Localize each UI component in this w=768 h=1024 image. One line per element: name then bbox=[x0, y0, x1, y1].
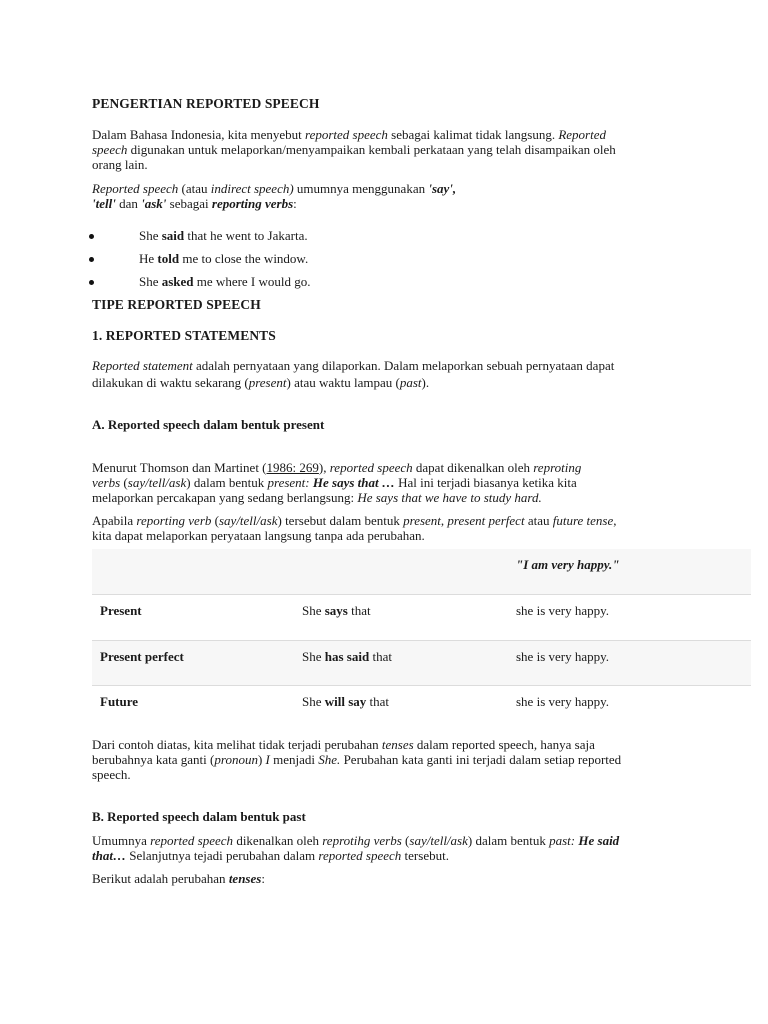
table-row bbox=[92, 595, 751, 640]
table-cell-tense: Future bbox=[100, 694, 139, 709]
list-item: He told me to close the window. bbox=[139, 251, 309, 266]
list-item: She said that he went to Jakarta. bbox=[139, 228, 308, 243]
thomson-paragraph: Menurut Thomson dan Martinet (1986: 269), reported speech dapat dikenalkan oleh reproting verbs (say/tell/ask) dalam bentuk present: He says that … Hal ini terjadi biasanya ketika kita melaporkan percakapan yang sedang berlangsung: He says that we have to study hard. bbox=[92, 460, 582, 505]
table-row bbox=[92, 686, 751, 726]
apabila-paragraph: Apabila reporting verb (say/tell/ask) tersebut dalam bentuk present, present perfect atau future tense, kita dapat melaporkan peryataan langsung tanpa ada perubahan. bbox=[92, 513, 617, 543]
table-cell-verb: She has said that bbox=[302, 649, 392, 664]
bullet-marker bbox=[89, 234, 94, 239]
intro-paragraph: Dalam Bahasa Indonesia, kita menyebut reported speech sebagai kalimat tidak langsung. Reported speech digunakan untuk melaporkan/menyampaikan kembali perkataan yang telah disampaikan oleh orang lain. bbox=[92, 127, 616, 172]
berikut-paragraph: Berikut adalah perubahan tenses: bbox=[92, 871, 265, 886]
table-row bbox=[92, 641, 751, 685]
list-item: She asked me where I would go. bbox=[139, 274, 311, 289]
page-title: PENGERTIAN REPORTED SPEECH bbox=[92, 96, 320, 111]
table-header-row bbox=[92, 549, 751, 594]
table-cell-result: she is very happy. bbox=[516, 603, 610, 618]
table-cell-result: she is very happy. bbox=[516, 694, 610, 709]
table-cell-verb: She will say that bbox=[302, 694, 390, 709]
table-cell-tense: Present perfect bbox=[100, 649, 184, 664]
statement-paragraph: Reported statement adalah pernyataan yang dilaporkan. Dalam melaporkan sebuah pernyataan dapat dilakukan di waktu sekarang (present) atau waktu lampau (past). bbox=[92, 358, 615, 390]
dari-paragraph: Dari contoh diatas, kita melihat tidak terjadi perubahan tenses dalam reported speech, hanya saja berubahnya kata ganti (pronoun) I menjadi She. Perubahan kata ganti ini terjadi dalam setiap reported speech. bbox=[92, 737, 622, 782]
table-cell-tense: Present bbox=[100, 603, 142, 618]
subheading-past: B. Reported speech dalam bentuk past bbox=[92, 809, 306, 824]
citation-link[interactable]: 1986: 269 bbox=[266, 460, 319, 475]
section-heading-tipe: TIPE REPORTED SPEECH bbox=[92, 297, 261, 312]
table-cell-result: she is very happy. bbox=[516, 649, 610, 664]
subheading-present: A. Reported speech dalam bentuk present bbox=[92, 417, 325, 432]
bullet-marker bbox=[89, 280, 94, 285]
bullet-marker bbox=[89, 257, 94, 262]
table-header-quote: "I am very happy." bbox=[516, 557, 620, 572]
umumnya-paragraph: Umumnya reported speech dikenalkan oleh reprotihg verbs (say/tell/ask) dalam bentuk past: He said that… Selanjutnya tejadi perubahan dalam reported speech tersebut. bbox=[92, 833, 620, 863]
section-heading-statements: 1. REPORTED STATEMENTS bbox=[92, 328, 276, 343]
reporting-verbs-paragraph: Reported speech (atau indirect speech) umumnya menggunakan 'say', 'tell' dan 'ask' sebagai reporting verbs: bbox=[92, 181, 457, 211]
table-cell-verb: She says that bbox=[302, 603, 371, 618]
